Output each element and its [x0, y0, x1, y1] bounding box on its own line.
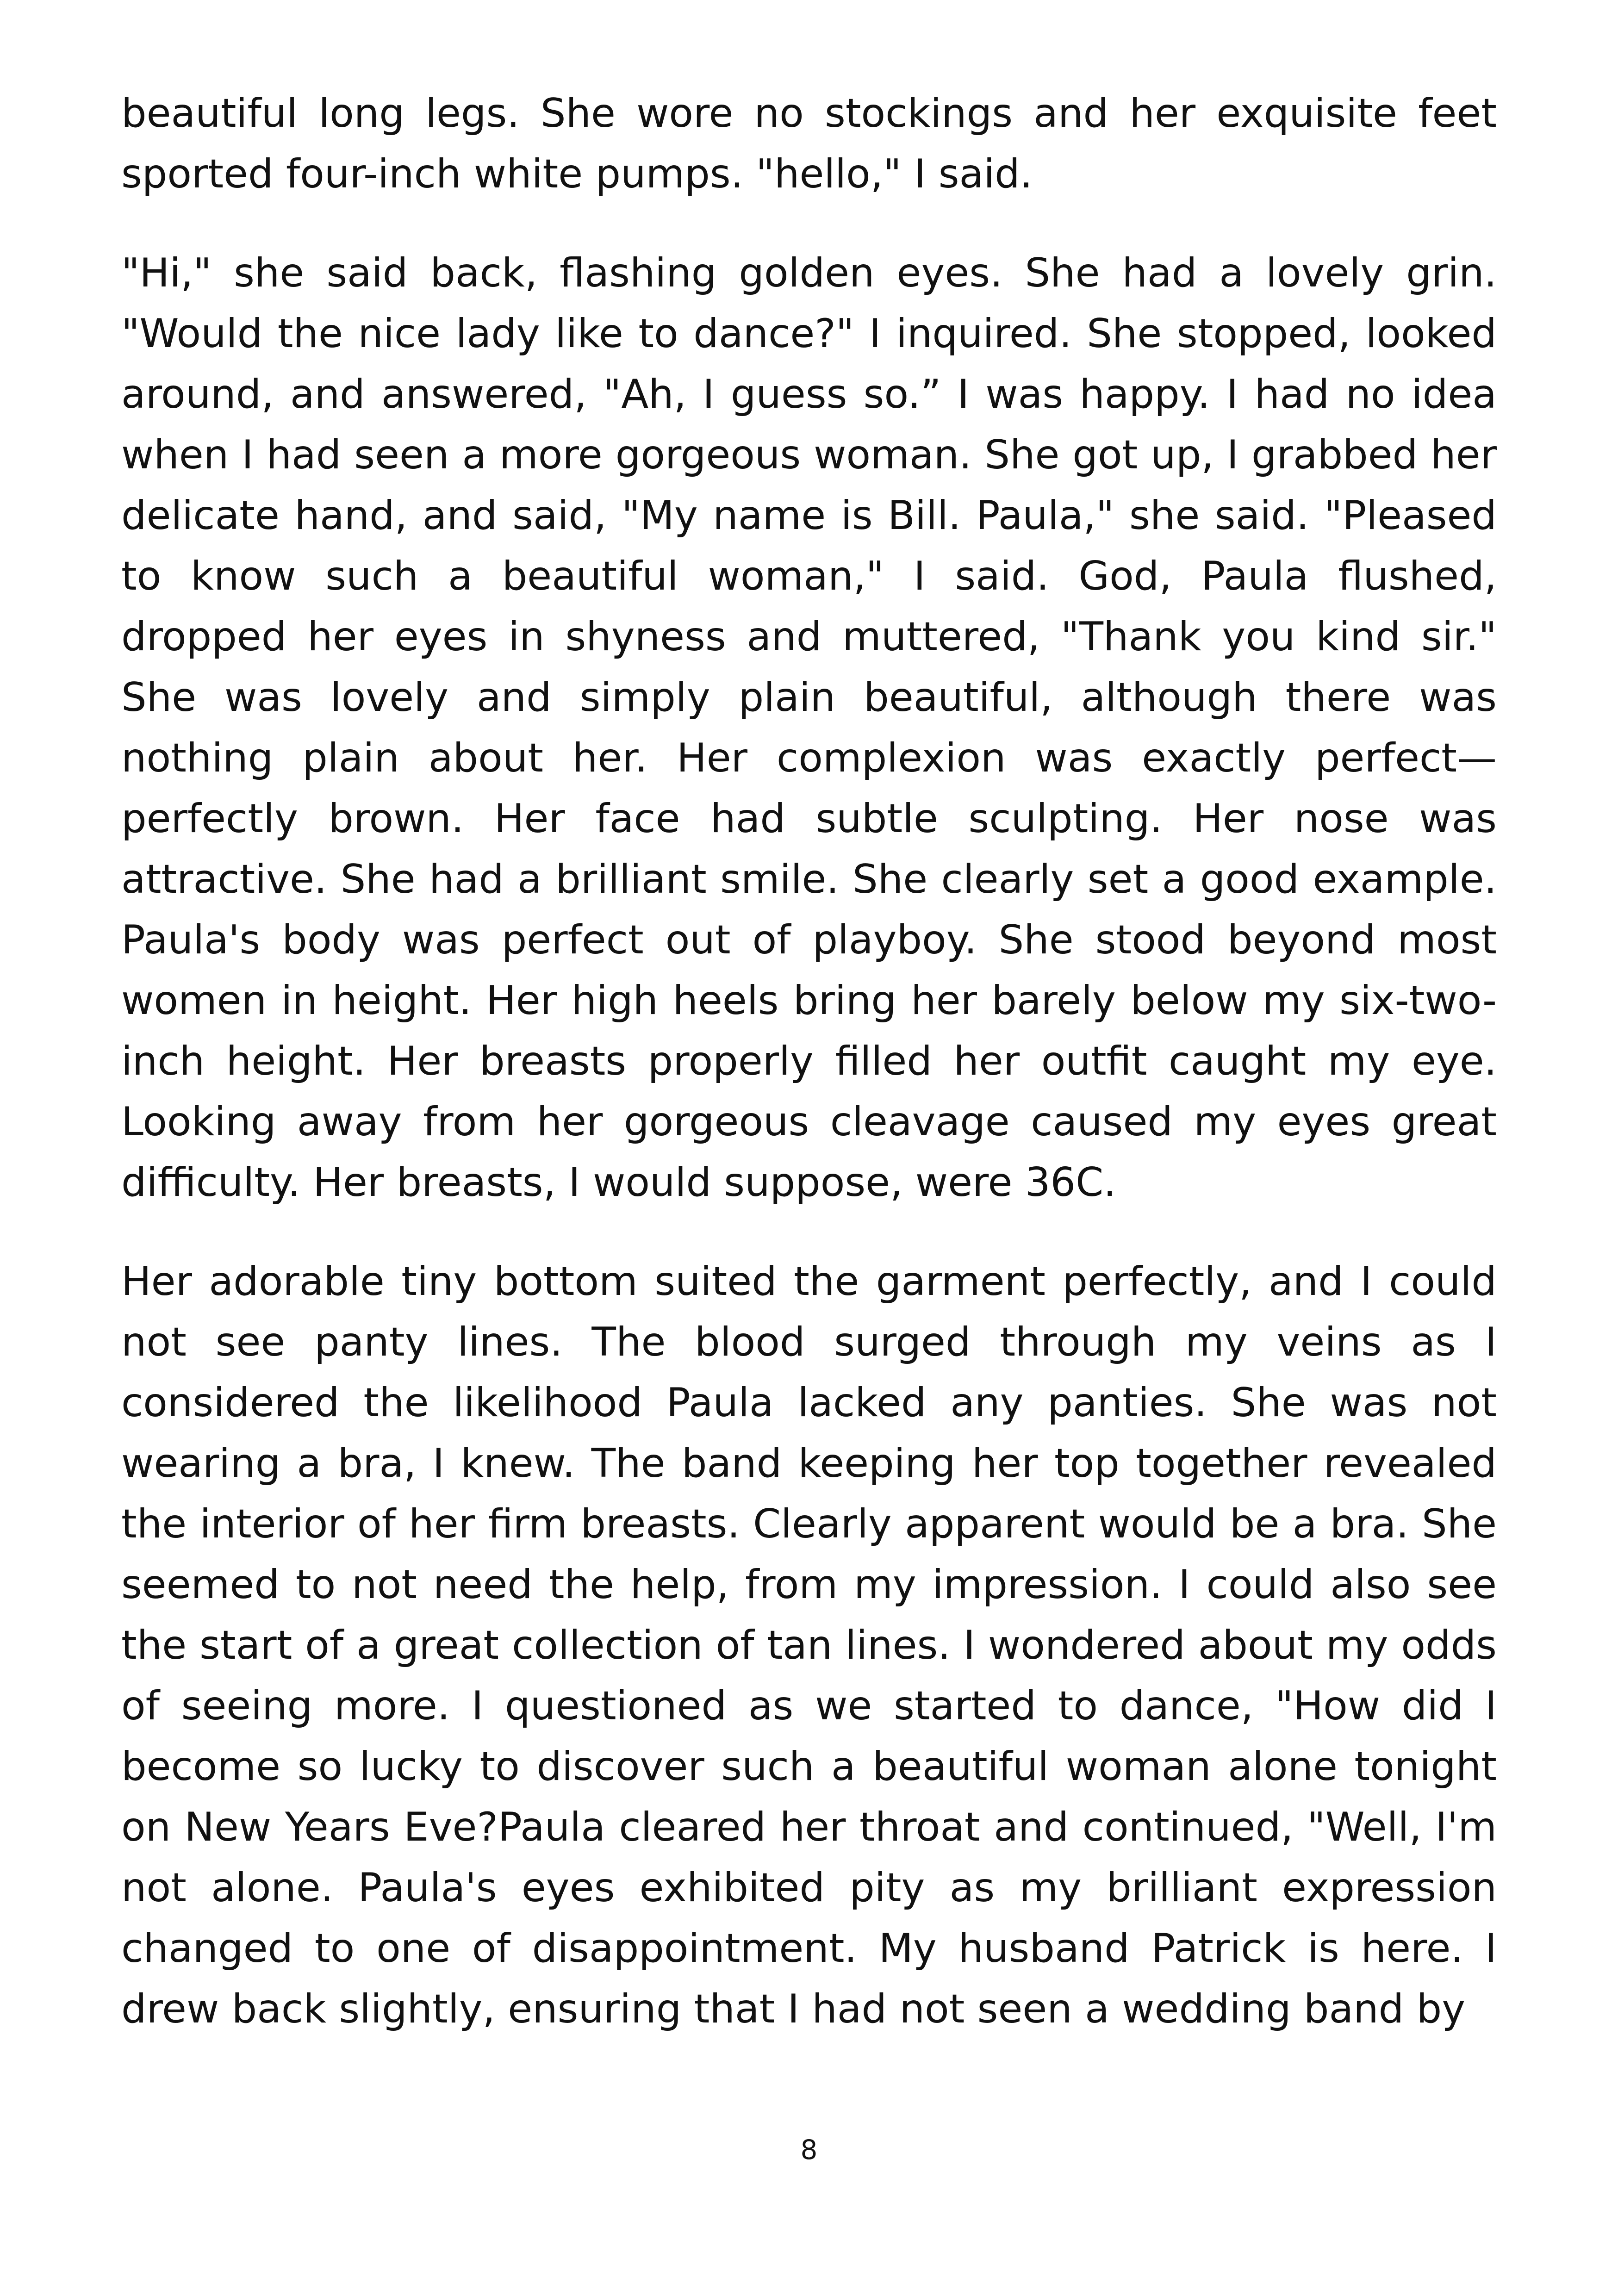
paragraph-3: Her adorable tiny bottom suited the garment perfectly, and I could not see panty lines. The blood surged through my veins as I considered the likelihood Paula lacked any panties. She was not wearing a bra, I knew. The band keeping her top together revealed the interior of her firm breasts. Clearly apparent would be a bra. She seemed to not need the help, from my impression. I could also see the start of a great collection of tan lines. I wondered about my odds of seeing more. I questioned as we started to dance, "How did I become so lucky to discover such a beautiful woman alone tonight on New Years Eve?Paula cleared her throat and continued, "Well, I'm not alone. Paula's eyes exhibited pity as my brilliant expression changed to one of disappointment. My husband Patrick is here. I drew back slightly, ensuring that I had not seen a wedding band by — [121, 1258, 1497, 2032]
paragraph-1: beautiful long legs. She wore no stockings and her exquisite feet sported four-inch white pumps. "hello," I said. — [121, 90, 1497, 197]
paragraph-2: "Hi," she said back, flashing golden eyes. She had a lovely grin. "Would the nice lady like to dance?" I inquired. She stopped, looked around, and answered, "Ah, I guess so.” I was happy. I had no idea when I had seen a more gorgeous woman. She got up, I grabbed her delicate hand, and said, "My name is Bill. Paula," she said. "Pleased to know such a beautiful woman," I said. God, Paula flushed, dropped her eyes in shyness and muttered, "Thank you kind sir." She was lovely and simply plain beautiful, although there was nothing plain about her. Her complexion was exactly perfect—perfectly brown. Her face had subtle sculpting. Her nose was attractive. She had a brilliant smile. She clearly set a good example. Paula's body was perfect out of playboy. She stood beyond most women in height. Her high heels bring her barely below my six-two-inch height. Her breasts properly filled her outfit caught my eye. Looking away from her gorgeous cleavage caused my eyes great difficulty. Her breasts, I would suppose, were 36C. — [121, 250, 1497, 1206]
page-number: 8 — [800, 2134, 818, 2165]
text-body — [121, 83, 1497, 2078]
